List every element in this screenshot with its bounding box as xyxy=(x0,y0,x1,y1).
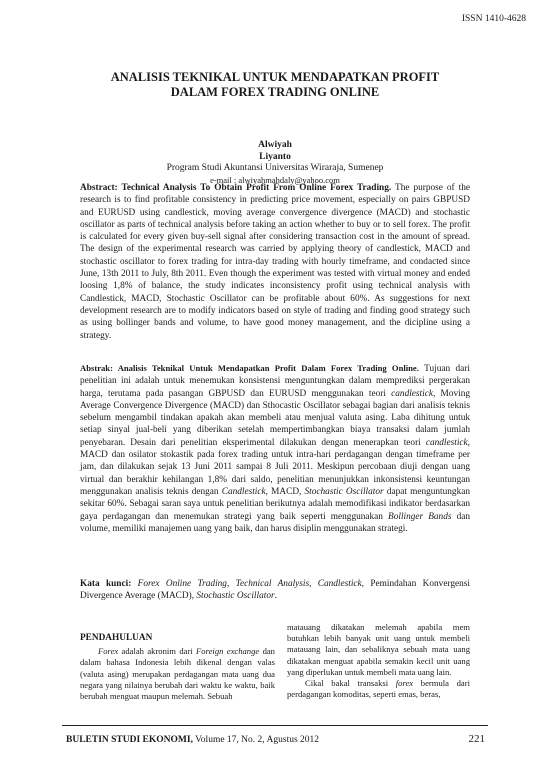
abstract-id-text: dan volume, memiliki manajemen uang yang baik, dan harus disiplin menggunakan strategi. xyxy=(80,511,470,534)
keywords-em: Forex Online Trading, Technical Analysis, Candlestick, xyxy=(137,579,365,589)
intro-em: Forex xyxy=(98,646,119,657)
keywords-text: . xyxy=(274,591,277,602)
intro-paragraph-2 xyxy=(287,678,470,700)
affiliation: Program Studi Akuntansi Universitas Wiraraja, Sumenep xyxy=(166,163,384,173)
paper-title xyxy=(60,70,490,100)
journal-name: BULETIN STUDI EKONOMI, xyxy=(66,735,193,745)
abstract-id-text: , MACD dan osilator stokastik pada forex trading untuk intra-hari perdagangan dengan timeframe per jam, dan dilakukan sejak 13 Juni 2011 sampai 8 Juli 2011. Meskipun percobaan diuji dengan uang virtual dan berakhir kehilangan 1,8% dari saldo, penelitian menunjukkan inkonsistensi keuntungan menggunakan analisis teknis dengan xyxy=(80,437,470,497)
section-heading: PENDAHULUAN xyxy=(80,633,153,643)
keywords-text: Pemindahan Konvergensi Divergence Average (MACD), xyxy=(80,579,471,602)
abstract-en-lead: Abstract: Technical Analysis To Obtain Profit From Online Forex Trading. xyxy=(80,183,392,193)
abstract-id-em: Stochastic Oscillator xyxy=(304,486,384,497)
keywords xyxy=(80,578,470,603)
issn-label: ISSN 1410-4628 xyxy=(461,14,526,24)
intro-em: Foreign exchange xyxy=(196,646,260,657)
abstract-id-lead: Abstrak: Analisis Teknikal Untuk Mendapatkan Profit Dalam Forex Trading Online. xyxy=(80,363,419,373)
abstract-id-text: , Moving Average Convergence Divergence (MACD) dan Sthocastic Oscillator sebagai bagian dari analisis teknis sebelum mengambil tindakan apakah akan membeli atau menjual valuta asing. Laba dihitung untuk setiap sinyal jual-beli yang diberikan setelah mempertimbangkan biaya transaksi dalam jumlah penyebaran. Desain dari penelitian eksperimental dilakukan dengan menerapkan teori xyxy=(80,388,470,448)
abstract-en-body: The purpose of the research is to find profitable consistency in predicting price movement, especially on pairs GBPUSD and EURUSD using candlestick, moving average convergence divergence (MACD) and stochastic oscillator as parts of technical analysis before taking an action whether to buy or to sell forex. The profit is calculated for every given buy-sell signal after considering transaction cost in the amount of spread. The design of the experimental research was carried by applying theory of candlestick, MACD and stochastic oscillator to forex trading for intra-day trading with hourly timeframe, and condacted since June, 13th 2011 to July, 8th 2011. Even though the experiment was tested with virtual money and ended loosing 1,8% of balance, the study indicates inconsistency profit using technical analysis with Candlestick, MACD, Stochastic Oscillator can be profitable about 60%. As suggestions for next development research are to modify indicators based on style of trading and finding good strategy such as using bollinger bands and volume, to have good money management, and the dicipline using a strategy. xyxy=(80,183,470,341)
intro-em: forex xyxy=(395,678,414,689)
abstract-id-text: dapat menguntungkan sekitar 60%. Sebagai saran saya untuk penelitian berikutnya adalah memodifikasi indikator berdasarkan gaya perdagangan dan menemukan strategi yang baik seperti menggunakan xyxy=(80,486,470,522)
title-line-2: DALAM FOREX TRADING ONLINE xyxy=(170,85,380,99)
keywords-em: Stochastic Oscillator xyxy=(196,591,275,602)
intro-paragraph xyxy=(80,646,275,702)
page-number: 221 xyxy=(468,733,485,745)
author-name-1: Alwiyah xyxy=(258,140,292,150)
author-name-2: Liyanto xyxy=(259,151,291,162)
abstract-id-em: candlestick xyxy=(425,437,468,448)
column-right xyxy=(287,622,470,700)
abstract-id-em: Candlestick xyxy=(221,486,266,497)
abstract-id-em: candlestick xyxy=(391,388,433,399)
abstract-english xyxy=(80,182,470,342)
journal-volume: Volume 17, No. 2, Agustus 2012 xyxy=(192,735,320,745)
footer-journal xyxy=(66,735,319,745)
abstract-indonesian xyxy=(80,362,470,535)
abstract-id-em: Bollinger Bands xyxy=(388,511,452,522)
author-email: e-mail : alwiyahmahdaly@yahoo.com xyxy=(210,174,340,185)
intro-text: bermula dari perdagangan komoditas, seperti emas, beras, xyxy=(287,678,470,700)
keywords-lead: Kata kunci: xyxy=(80,579,132,589)
footer-rule xyxy=(62,725,488,726)
title-line-1: ANALISIS TEKNIKAL UNTUK MENDAPATKAN PROFIT xyxy=(110,70,440,84)
intro-text: adalah akronim dari xyxy=(118,646,197,657)
column-left xyxy=(80,625,275,702)
intro-text: dan dalam bahasa Indonesia lebih dikenal dengan valas (valuta asing) merupakan perdagangan mata uang dua negara yang nilainya berubah dari waktu ke waktu, baik berubah menguat maupun melemah. Sebuah xyxy=(80,646,275,702)
author-block xyxy=(0,140,550,186)
abstract-id-text: Tujuan dari penelitian ini adalah untuk menemukan konsistensi menguntungkan dalam memprediksi pergerakan harga, terutama pada pasangan GBPUSD dan EURUSD menggunakan teori xyxy=(80,364,470,399)
intro-paragraph-continued: matauang dikatakan melemah apabila mem butuhkan lebih banyak unit uang untuk membeli matauang lain, dan sebaliknya sebuah mata uang dikatakan menguat apabila semakin kecil unit uang yang diperlukan untuk membeli mata uang lain. xyxy=(287,622,470,677)
intro-text: Cikal bakal transaksi xyxy=(305,678,396,689)
abstract-id-text: , MACD, xyxy=(265,486,305,497)
